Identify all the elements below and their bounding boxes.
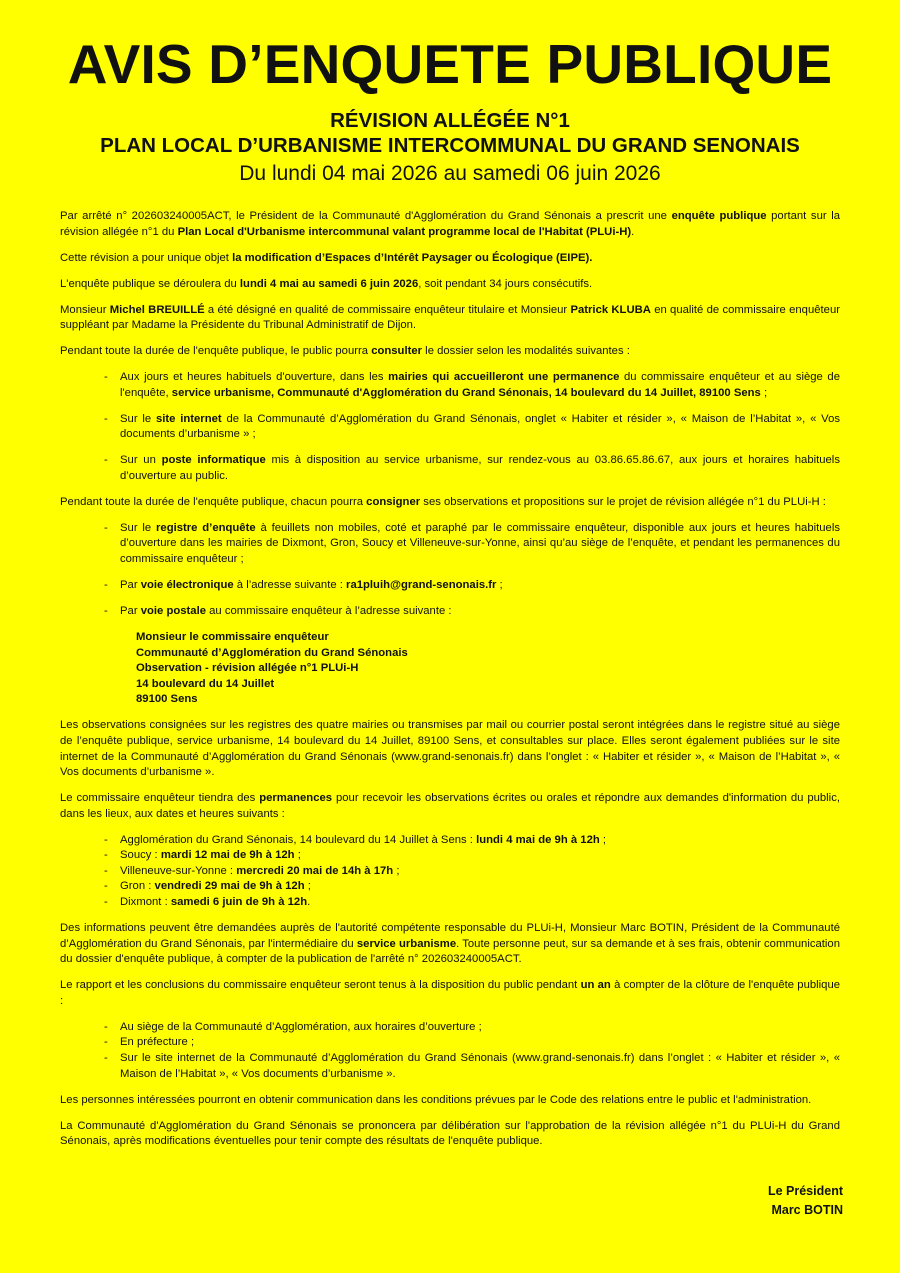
list-item: - Villeneuve-sur-Yonne : mercredi 20 mai de 14h à 17h ; <box>104 864 400 877</box>
list-item: - Dixmont : samedi 6 juin de 9h à 12h. <box>104 896 311 909</box>
list-item: - Au siège de la Communauté d’Agglomération, aux horaires d’ouverture ; <box>104 1020 482 1033</box>
list-item: - Sur le site internet de la Communauté d’Agglomération du Grand Sénonais (www.grand-senonais.fr) dans l’onglet : « Habiter et résider », « Maison de l’Habitat », « Vos documents d’urbanisme ». <box>104 1051 840 1080</box>
notice-body <box>60 209 840 1160</box>
list-item: - Par voie postale au commissaire enquêteur à l’adresse suivante : <box>104 604 452 617</box>
subtitle-plan: PLAN LOCAL D’URBANISME INTERCOMMUNAL DU GRAND SENONAIS <box>100 134 800 157</box>
list-item: - Sur le site internet de la Communauté d’Agglomération du Grand Sénonais, onglet « Habiter et résider », « Maison de l’Habitat », « Vos documents d’urbanisme » ; <box>104 412 840 441</box>
signature-name: Marc BOTIN <box>771 1203 843 1217</box>
list-item: - Agglomération du Grand Sénonais, 14 boulevard du 14 Juillet à Sens : lundi 4 mai de 9h à 12h ; <box>104 833 607 846</box>
paragraph-consign: Pendant toute la durée de l'enquête publique, chacun pourra consigner ses observations et propositions sur le projet de révision allégée n°1 du PLUi-H : <box>60 495 826 508</box>
list-item: - Aux jours et heures habituels d'ouverture, dans les mairies qui accueilleront une permanence du commissaire enquêteur et au siège de l'enquête, service urbanisme, Communauté d'Agglomération du Grand Sénonais, 14 boulevard du 14 Juillet, 89100 Sens ; <box>104 371 840 399</box>
list-item: - Sur un poste informatique mis à disposition au service urbanisme, sur rendez-vous au 03.86.65.86.67, aux jours et horaires habituels d’ouverture au public. <box>104 454 840 482</box>
report-list <box>60 1020 840 1082</box>
paragraph-commissioner: Monsieur Michel BREUILLÉ a été désigné en qualité de commissaire enquêteur titulaire et Monsieur Patrick KLUBA en qualité de commissaire enquêteur suppléant par Madame la Présidente du Tribunal Administratif de Dijon. <box>60 303 840 332</box>
paragraph-observations: Les observations consignées sur les registres des quatre mairies ou transmises par mail ou courrier postal seront intégrées dans le registre situé au siège de l’enquête publique, service urbanisme, 14 boulevard du 14 Juillet, 89100 Sens, et consultables sur place. Elles seront également publiées sur le site internet de la Communauté d’Agglomération du Grand Sénonais (www.grand-senonais.fr) dans l’onglet : « Habiter et résider », « Maison de l’Habitat », « Vos documents d’urbanisme ». <box>60 719 840 779</box>
paragraph-object: Cette révision a pour unique objet la modification d’Espaces d’Intérêt Paysager ou Écologique (EIPE). <box>60 251 593 264</box>
subtitle-block <box>0 108 900 158</box>
paragraph-communication: Les personnes intéressées pourront en obtenir communication dans les conditions prévues par le Code des relations entre le public et l'administration. <box>60 1093 812 1106</box>
enquiry-dates: Du lundi 04 mai 2026 au samedi 06 juin 2026 <box>239 162 661 185</box>
paragraph-report: Le rapport et les conclusions du commissaire enquêteur seront tenus à la disposition du public pendant un an à compter de la clôture de l'enquête publique : <box>60 979 841 1007</box>
paragraph-consult: Pendant toute la durée de l'enquête publique, le public pourra consulter le dossier selon les modalités suivantes : <box>60 345 630 358</box>
list-item: - Soucy : mardi 12 mai de 9h à 12h ; <box>104 849 301 862</box>
notice-title: AVIS D’ENQUETE PUBLIQUE <box>67 33 833 95</box>
postal-address: Monsieur le commissaire enquêteur Communauté d’Agglomération du Grand Sénonais Observation - révision allégée n°1 PLUi-H 14 boulevard du 14 Juillet 89100 Sens <box>136 630 408 706</box>
paragraph-information: Des informations peuvent être demandées auprès de l'autorité compétente responsable du PLUi-H, Monsieur Marc BOTIN, Président de la Communauté d’Agglomération du Grand Sénonais, par l'intermédiaire du service urbanisme. Toute personne peut, sur sa demande et à ses frais, obtenir communication du dossier d'enquête publique, à compter de la publication de l'arrêté n° 202603240005ACT. <box>60 922 840 966</box>
paragraph-permanences: Le commissaire enquêteur tiendra des permanences pour recevoir les observations écrites ou orales et répondre aux demandes d'information du public, dans les lieux, aux dates et heures suivants : <box>60 792 840 820</box>
paragraph-deliberation: La Communauté d'Agglomération du Grand Sénonais se prononcera par délibération sur l'approbation de la révision allégée n°1 du PLUi-H du Grand Sénonais, après modifications éventuelles pour tenir compte des résultats de l'enquête publique. <box>60 1119 840 1148</box>
signature-block <box>768 1182 843 1220</box>
permanences-list <box>60 833 840 911</box>
signature-role: Le Président <box>767 1184 843 1198</box>
list-item: - Sur le registre d’enquête à feuillets non mobiles, coté et paraphé par le commissaire enquêteur, disponible aux jours et heures habituels d’ouverture dans les mairies de Dixmont, Gron, Soucy et Villeneuve-sur-Yonne, ainsi qu’au siège de l’enquête, et pendant les permanences du commissaire enquêteur ; <box>104 521 840 566</box>
paragraph-duration: L'enquête publique se déroulera du lundi 4 mai au samedi 6 juin 2026, soit pendant 34 jours consécutifs. <box>60 277 593 290</box>
list-item: - Gron : vendredi 29 mai de 9h à 12h ; <box>104 880 311 893</box>
consign-list <box>60 521 840 620</box>
list-item: - En préfecture ; <box>104 1036 195 1049</box>
email-link[interactable]: ra1pluih@grand-senonais.fr <box>346 579 497 591</box>
consult-list <box>60 370 840 484</box>
paragraph-arrete: Par arrêté n° 202603240005ACT, le Président de la Communauté d'Agglomération du Grand Sénonais a prescrit une enquête publique portant sur la révision allégée n°1 du Plan Local d'Urbanisme intercommunal valant programme local de l'Habitat (PLUi-H). <box>60 210 840 238</box>
list-item: - Par voie électronique à l’adresse suivante : ra1pluih@grand-senonais.fr ; <box>104 579 503 591</box>
subtitle-revision: RÉVISION ALLÉGÉE N°1 <box>330 109 570 132</box>
